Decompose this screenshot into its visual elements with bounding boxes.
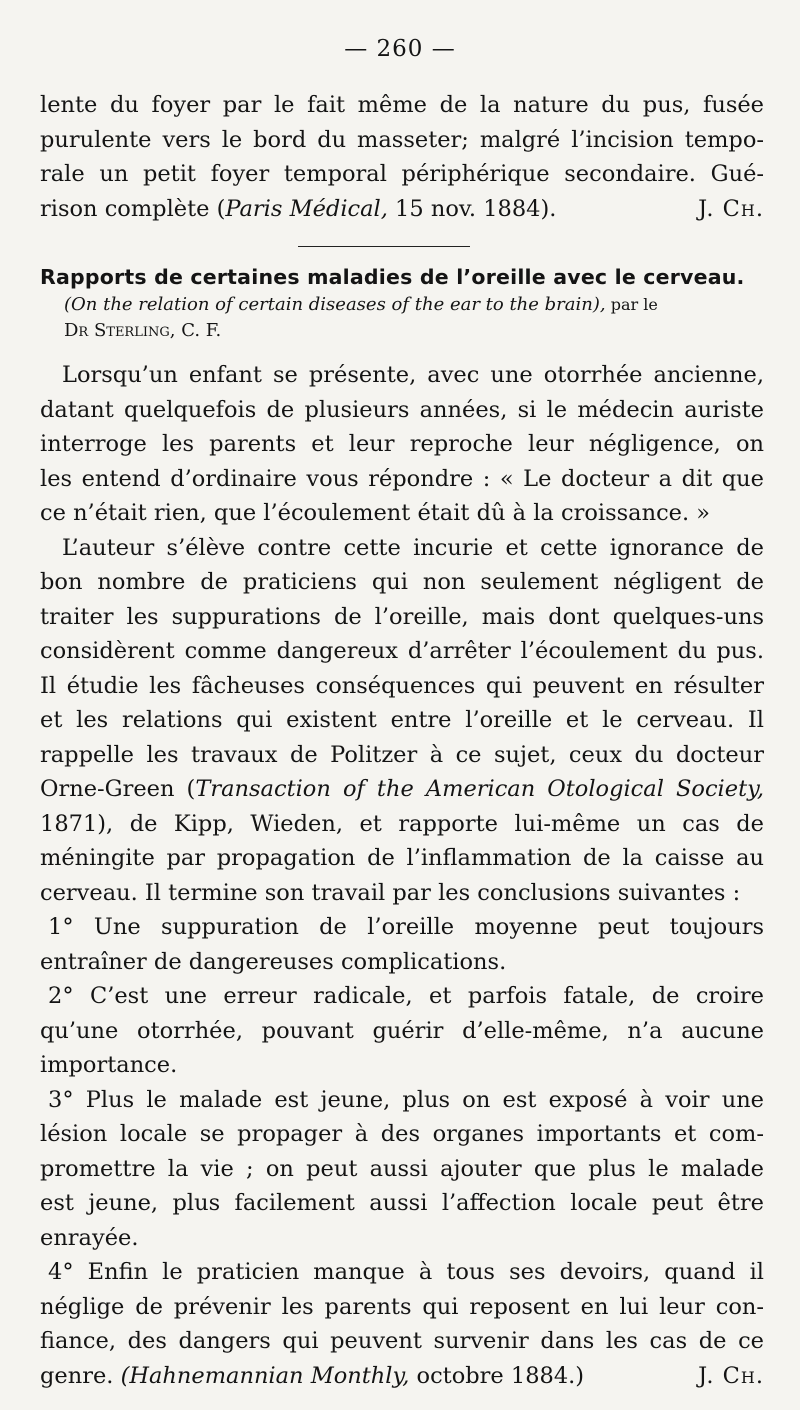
subtitle-par: par le [605, 295, 658, 314]
text-line: cerveau. Il termine son travail par les conclusions suivantes : [40, 879, 741, 906]
conclusion-line: 4° Enfin le praticien manque à tous ses devoirs, quand il [48, 1259, 764, 1285]
section-divider [298, 246, 470, 247]
text-fragment: genre. [40, 1362, 121, 1389]
conclusion-line: néglige de prévenir les parents qui reposent en lui leur con- [40, 1293, 764, 1320]
article-body [40, 358, 764, 1393]
article-subtitle [64, 292, 764, 318]
previous-article-ending [40, 88, 764, 226]
text-line: et les relations qui existent entre l’oreille et le cerveau. Il [40, 707, 764, 733]
conclusion-line [40, 1359, 764, 1394]
text-line: interroge les parents et leur reproche leur négligence, on [40, 431, 764, 457]
conclusion-line: fiance, des dangers qui peuvent survenir dans les cas de ce [40, 1328, 764, 1354]
conclusion-line: qu’une otorrhée, pouvant guérir d’elle-même, n’a aucune [40, 1017, 764, 1044]
article-author: Dr Sterling, C. F. [64, 320, 222, 341]
text-line: ce n’était rien, que l’écoulement était dû à la croissance. » [40, 500, 711, 526]
text-line: Lorsqu’un enfant se présente, avec une otorrhée ancienne, [62, 362, 764, 388]
conclusion-line: 1° Une suppuration de l’oreille moyenne peut toujours [48, 914, 764, 940]
text-line: considèrent comme dangereux d’arrêter l’écoulement du pus. [40, 638, 764, 664]
citation: (Hahnemannian Monthly, [120, 1362, 410, 1389]
text-line: rappelle les travaux de Politzer à ce sujet, ceux du docteur [40, 741, 764, 768]
text-line: datant quelquefois de plusieurs années, si le médecin auriste [40, 396, 764, 423]
text-line: L’auteur s’élève contre cette incurie et cette ignorance de [62, 534, 764, 561]
signature: J. Ch. [698, 1362, 764, 1389]
text-line: purulente vers le bord du masseter; malgré l’incision tempo- [40, 126, 764, 153]
text-line: rale un petit foyer temporal périphérique secondaire. Gué- [40, 161, 764, 187]
conclusion-line: enrayée. [40, 1224, 139, 1251]
text-line [40, 772, 764, 807]
text-line: méningite par propagation de l’inflammation de la caisse au [40, 845, 764, 871]
conclusion-line: promettre la vie ; on peut aussi ajouter que plus le malade [40, 1155, 764, 1182]
text-line [40, 192, 764, 227]
text-line: bon nombre de praticiens qui non seulement négligent de [40, 569, 764, 595]
conclusion-line: lésion locale se propager à des organes importants et com- [40, 1121, 764, 1147]
citation: Paris Médical, [225, 195, 388, 222]
text-line: les entend d’ordinaire vous répondre : « Le docteur a dit que [40, 465, 764, 492]
conclusion-line: est jeune, plus facilement aussi l’affection locale peut être [40, 1190, 764, 1216]
signature: J. Ch. [698, 195, 764, 222]
conclusion-line: entraîner de dangereuses complications. [40, 948, 507, 975]
conclusion-line: 2° C’est une erreur radicale, et parfois fatale, de croire [48, 983, 764, 1009]
text-fragment: 15 nov. 1884). [387, 195, 557, 222]
text-fragment: rison complète ( [40, 195, 226, 222]
page-number: — 260 — [344, 36, 456, 62]
conclusion-line: importance. [40, 1052, 178, 1078]
text-line: Il étudie les fâcheuses conséquences qui peuvent en résulter [40, 672, 764, 699]
text-fragment: Orne-Green ( [40, 776, 196, 802]
text-line: traiter les suppurations de l’oreille, mais dont quelques-uns [40, 603, 764, 630]
subtitle-english: (On the relation of certain diseases of the ear to the brain), [64, 294, 606, 315]
text-line: lente du foyer par le fait même de la nature du pus, fusée [40, 92, 764, 118]
article-title: Rapports de certaines maladies de l’oreille avec le cerveau. [40, 265, 745, 289]
conclusion-line: 3° Plus le malade est jeune, plus on est exposé à voir une [48, 1086, 764, 1113]
citation: Transaction of the American Otological Society, [195, 776, 764, 802]
text-fragment: octobre 1884.) [409, 1362, 585, 1389]
text-line: 1871), de Kipp, Wieden, et rapporte lui-même un cas de [40, 810, 764, 837]
